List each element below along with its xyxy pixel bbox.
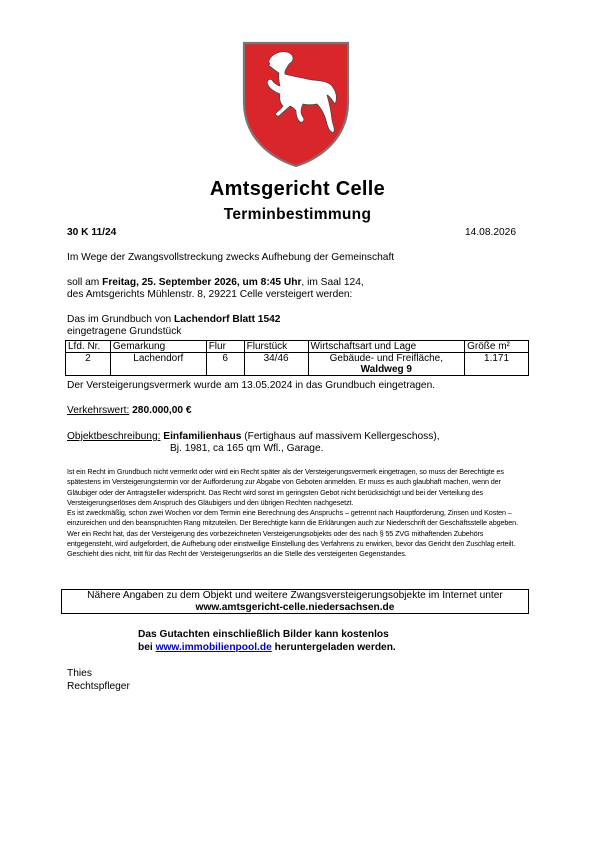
table-header: Gemarkung <box>110 341 206 353</box>
cell-nr: 2 <box>66 353 111 376</box>
schedule-room: , im Saal 124, <box>301 277 364 288</box>
immobilienpool-link[interactable]: www.immobilienpool.de <box>155 642 272 653</box>
cell-gemarkung: Lachendorf <box>110 353 206 376</box>
registry-prefix: Das im Grundbuch von <box>67 314 175 325</box>
schedule-datetime: Freitag, 25. September 2026, um 8:45 Uhr <box>102 277 302 288</box>
document-date: 14.08.2026 <box>465 227 516 238</box>
objekt-label: Objektbeschreibung: <box>67 431 161 442</box>
objekt-type: Einfamilienhaus <box>160 431 242 442</box>
signatory-role: Rechtspfleger <box>67 681 130 692</box>
objekt-desc: (Fertighaus auf massivem Kellergeschoss), <box>241 431 440 442</box>
verkehrswert-line <box>67 405 192 417</box>
court-website-link[interactable]: www.amtsgericht-celle.niedersachsen.de <box>195 601 395 613</box>
signatory-name: Thies <box>67 668 92 679</box>
info-box <box>61 589 529 614</box>
coat-of-arms-crest <box>241 40 351 168</box>
gutachten-line: Das Gutachten einschließlich Bilder kann kostenlos <box>138 629 389 640</box>
vermerk-text: Der Versteigerungsvermerk wurde am 13.05.2024 in das Grundbuch eingetragen. <box>67 380 436 391</box>
table-header-row <box>66 341 529 353</box>
cell-flurstueck: 34/46 <box>244 353 308 376</box>
legal-paragraph: Es ist zweckmäßig, schon zwei Wochen vor dem Termin eine Berechnung des Anspruchs – getrennt nach Hauptforderung, Zinsen und Kosten – einzureichen und den beanspruchten Rang mitzuteilen. Der Berechtigte kann die Erklärungen auch zur Niederschrift der Geschäftsstelle abgeben. <box>67 508 518 528</box>
lage-address: Waldweg 9 <box>360 364 412 375</box>
table-header: Größe m² <box>465 341 529 353</box>
schedule-location: des Amtsgerichts Mühlenstr. 8, 29221 Celle versteigert werden: <box>67 289 353 300</box>
schedule-prefix: soll am <box>67 277 103 288</box>
property-table <box>65 340 529 376</box>
verkehrswert-label: Verkehrswert: <box>67 405 130 416</box>
legal-notice <box>67 467 529 560</box>
objekt-line <box>67 431 440 443</box>
info-box-text: Nähere Angaben zu dem Objekt und weitere Zwangsversteigerungsobjekte im Internet unter <box>87 590 503 601</box>
case-number: 30 K 11/24 <box>67 227 117 238</box>
schedule-line <box>67 277 364 289</box>
cell-groesse: 1.171 <box>465 353 529 376</box>
cell-lage <box>308 353 465 376</box>
gutachten-prefix: bei <box>138 642 156 653</box>
gutachten-line-2 <box>138 642 396 654</box>
objekt-line-2: Bj. 1981, ca 165 qm Wfl., Garage. <box>170 443 324 454</box>
registry-name: Lachendorf Blatt 1542 <box>174 314 281 325</box>
table-header: Lfd. Nr. <box>66 341 111 353</box>
table-header: Flurstück <box>244 341 308 353</box>
court-name: Amtsgericht Celle <box>209 178 386 200</box>
cell-flur: 6 <box>206 353 244 376</box>
registry-line-2: eingetragene Grundstück <box>67 326 182 337</box>
document-subtitle: Terminbestimmung <box>223 206 372 223</box>
table-row <box>66 353 529 376</box>
intro-text: Im Wege der Zwangsvollstreckung zwecks Aufhebung der Gemeinschaft <box>67 252 395 263</box>
lage-text: Gebäude- und Freifläche, <box>329 353 444 364</box>
table-header: Wirtschaftsart und Lage <box>308 341 465 353</box>
legal-paragraph: Wer ein Recht hat, das der Versteigerung des vorbezeichneten Versteigerungsobjekts oder des nach § 55 ZVG mithaftenden Zubehörs entgegensteht, wird aufgefordert, die Aufhebung oder einstweilige Einstellung des Verfahrens zu erwirken, bevor das Gericht den Zuschlag erteilt. Geschieht dies nicht, tritt für das Recht der Versteigerungserlös an die Stelle des versteigerten Gegenstandes. <box>67 528 516 559</box>
gutachten-suffix: heruntergeladen werden. <box>271 642 396 653</box>
registry-line <box>67 314 280 326</box>
verkehrswert-value: 280.000,00 € <box>129 405 192 416</box>
table-header: Flur <box>206 341 244 353</box>
legal-paragraph: Ist ein Recht im Grundbuch nicht vermerkt oder wird ein Recht später als der Versteigerungsvermerk eingetragen, so muss der Berechtigte es spätestens im Versteigerungstermin vor der Aufforderung zur Abgabe von Geboten anmelden. Er muss es auch glaubhaft machen, wenn der Gläubiger oder der Antragsteller widerspricht. Das Recht wird sonst im geringsten Gebot nicht berücksichtigt und bei der Verteilung des Versteigerungserlöses dem Anspruch des Gläubigers und den übrigen Rechten nachgesetzt. <box>67 467 504 507</box>
